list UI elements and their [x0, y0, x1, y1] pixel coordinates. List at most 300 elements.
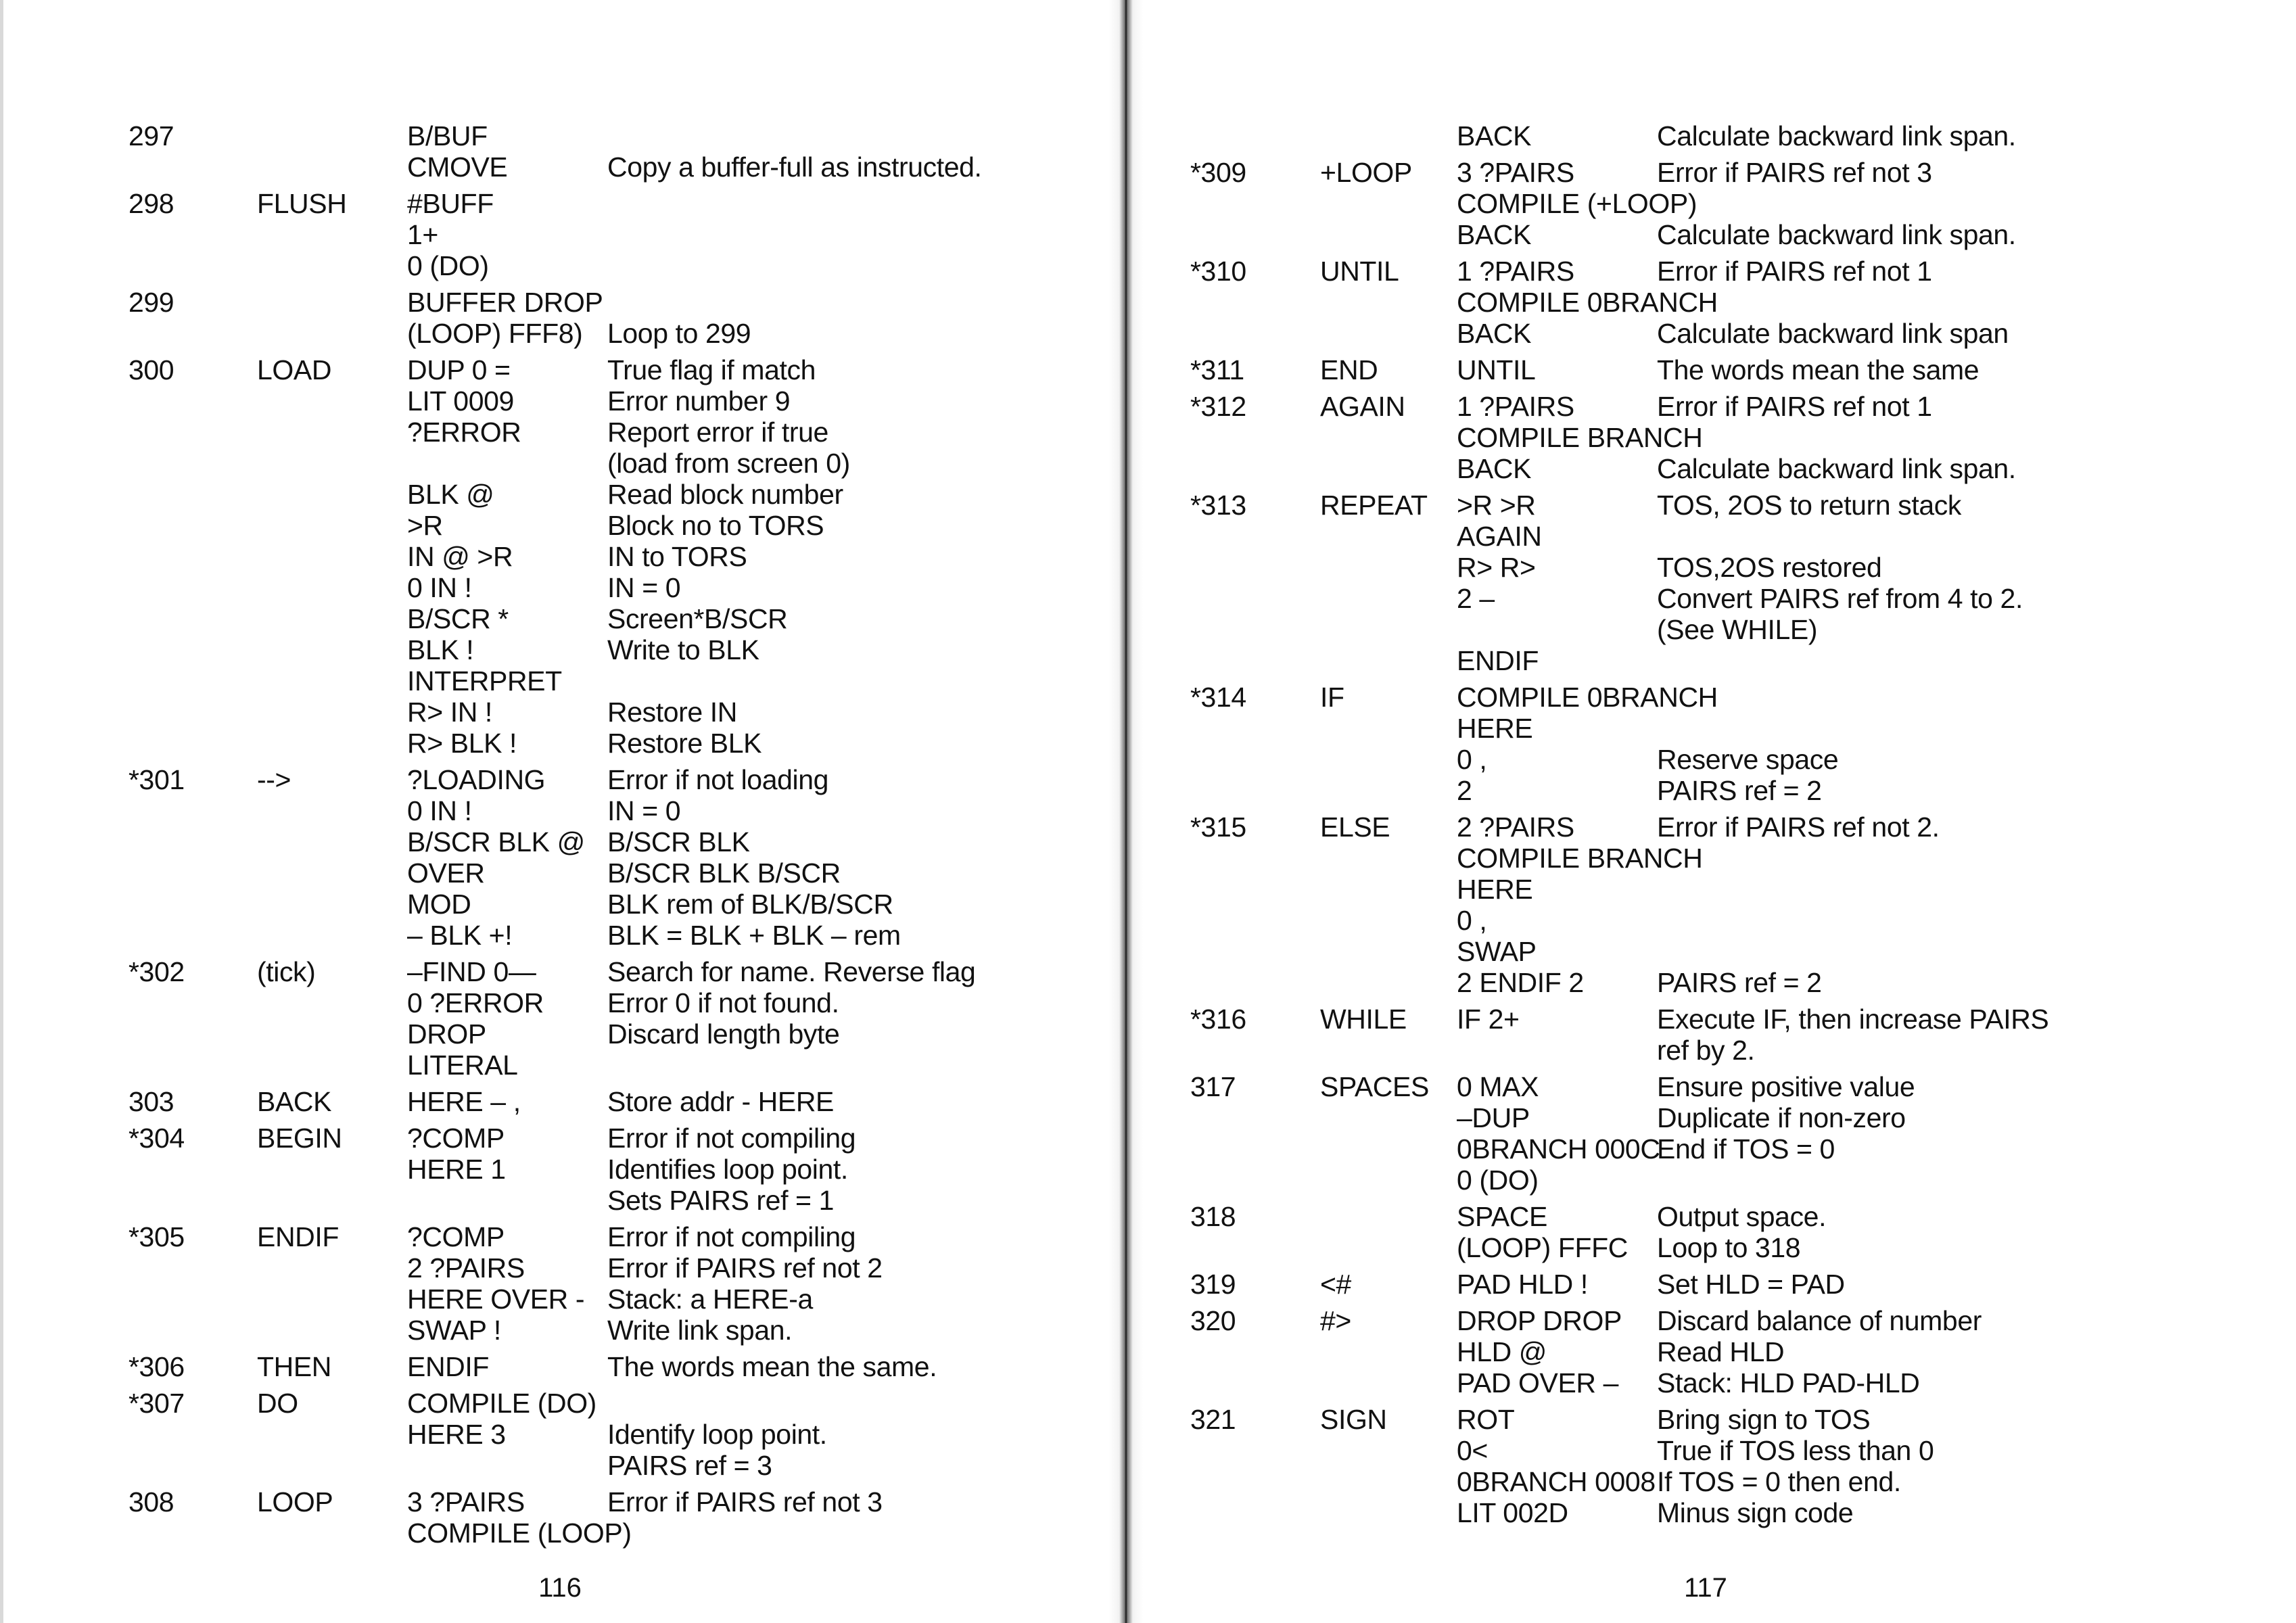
code-word: INTERPRET	[407, 665, 562, 697]
word-number: 298	[128, 188, 174, 219]
word-name	[257, 1419, 407, 1450]
code-word	[407, 448, 607, 479]
listing-row	[1190, 843, 2296, 874]
listing-row	[1190, 552, 2296, 583]
word-number	[128, 603, 257, 634]
word-number	[128, 479, 257, 510]
comment-text: Error if PAIRS ref not 2.	[1657, 812, 1940, 843]
code-word: 2 ?PAIRS	[407, 1252, 525, 1284]
listing-row	[128, 764, 1109, 795]
listing-row	[1190, 1404, 2296, 1435]
listing-row	[128, 1284, 1109, 1315]
code-word: 0BRANCH 0008	[1457, 1466, 1656, 1497]
listing-row	[128, 1154, 1109, 1185]
word-number	[1190, 583, 1320, 614]
word-number	[1190, 422, 1320, 453]
code-word: PAD OVER –	[1457, 1367, 1619, 1398]
code-word: 0 (DO)	[407, 250, 489, 281]
code-word: – BLK +!	[407, 920, 513, 951]
comment-text: B/SCR BLK B/SCR	[607, 857, 841, 889]
code-word: COMPILE 0BRANCH	[1457, 287, 1718, 318]
listing-row	[128, 1388, 1109, 1419]
word-name: (tick)	[257, 956, 316, 987]
word-number	[1190, 219, 1320, 250]
word-name	[257, 151, 407, 183]
word-number	[128, 826, 257, 857]
word-name	[1320, 287, 1457, 318]
word-name	[257, 250, 407, 281]
code-word: BLK !	[407, 634, 474, 665]
comment-text: Calculate backward link span	[1657, 318, 2009, 349]
comment-text	[607, 1388, 1109, 1419]
code-word: BACK	[1457, 453, 1532, 484]
code-word: (LOOP) FFFC	[1457, 1232, 1628, 1263]
comment-text: Output space.	[1657, 1201, 1827, 1232]
word-name	[1320, 422, 1457, 453]
word-number	[128, 857, 257, 889]
word-number	[1190, 1497, 1320, 1528]
word-number	[1190, 188, 1320, 219]
word-name	[257, 287, 407, 318]
listing-row	[128, 1123, 1109, 1154]
word-number	[128, 250, 257, 281]
listing-row	[1190, 1232, 2296, 1263]
code-word: –DUP	[1457, 1102, 1530, 1133]
comment-text	[1657, 287, 2296, 318]
word-number	[128, 572, 257, 603]
code-word: HLD @	[1457, 1336, 1547, 1367]
comment-text: Restore IN	[607, 697, 737, 728]
comment-text: Discard length byte	[607, 1018, 840, 1050]
comment-text	[1657, 713, 2296, 744]
comment-text: BLK = BLK + BLK – rem	[607, 920, 901, 951]
word-name	[257, 889, 407, 920]
listing-row	[128, 1018, 1109, 1050]
code-word: AGAIN	[1457, 521, 1542, 552]
comment-text: If TOS = 0 then end.	[1657, 1466, 1901, 1497]
code-word: >R >R	[1457, 490, 1536, 521]
word-name	[1320, 1232, 1457, 1263]
code-word: HERE – ,	[407, 1086, 521, 1117]
listing-row	[128, 665, 1109, 697]
comment-text: Error if PAIRS ref not 3	[1657, 157, 1932, 188]
listing-row	[1190, 188, 2296, 219]
right-page	[1150, 0, 2296, 1623]
code-word: LIT 002D	[1457, 1497, 1568, 1528]
code-word: DUP 0 =	[407, 354, 511, 385]
word-number	[128, 151, 257, 183]
comment-text: Discard balance of number	[1657, 1305, 1982, 1336]
word-number	[1190, 1102, 1320, 1133]
comment-text: Calculate backward link span.	[1657, 120, 2016, 151]
word-name	[257, 1450, 407, 1481]
comment-text: True flag if match	[607, 354, 816, 385]
comment-text: IN = 0	[607, 572, 681, 603]
page-number-left: 116	[538, 1573, 582, 1603]
listing-row	[128, 354, 1109, 385]
comment-text	[1657, 188, 2296, 219]
code-word: ENDIF	[1457, 645, 1539, 676]
word-number	[128, 1050, 257, 1081]
comment-text: Error if PAIRS ref not 2	[607, 1252, 883, 1284]
listing-row	[128, 120, 1109, 151]
word-number	[1190, 552, 1320, 583]
code-word: COMPILE (DO)	[407, 1388, 596, 1419]
word-name	[257, 1284, 407, 1315]
listing-row	[128, 795, 1109, 826]
word-name: IF	[1320, 682, 1344, 713]
word-name: AGAIN	[1320, 391, 1405, 422]
word-name: SIGN	[1320, 1404, 1387, 1435]
word-number	[128, 1450, 257, 1481]
word-number: 317	[1190, 1071, 1236, 1102]
listing-row	[128, 510, 1109, 541]
comment-text: Stack: HLD PAD-HLD	[1657, 1367, 1920, 1398]
word-number	[128, 889, 257, 920]
code-word: COMPILE BRANCH	[1457, 422, 1703, 453]
comment-text	[1657, 874, 2296, 905]
comment-text	[1657, 682, 2296, 713]
word-number	[128, 417, 257, 448]
word-name	[1320, 1367, 1457, 1398]
comment-text: Sets PAIRS ref = 1	[607, 1185, 834, 1216]
code-word: IN @ >R	[407, 541, 513, 572]
word-number	[1190, 521, 1320, 552]
word-number	[1190, 713, 1320, 744]
word-name: DO	[257, 1388, 298, 1419]
listing-row	[1190, 713, 2296, 744]
word-number	[1190, 318, 1320, 349]
listing-row	[128, 1315, 1109, 1346]
left-listing	[128, 120, 1109, 1549]
word-number	[128, 1185, 257, 1216]
code-word: ROT	[1457, 1404, 1515, 1435]
word-name: +LOOP	[1320, 157, 1412, 188]
word-number	[128, 920, 257, 951]
listing-row	[128, 1450, 1109, 1481]
word-number	[1190, 936, 1320, 967]
listing-row	[1190, 682, 2296, 713]
comment-text: Duplicate if non-zero	[1657, 1102, 1906, 1133]
word-name: LOOP	[257, 1486, 333, 1518]
listing-row	[1190, 874, 2296, 905]
word-name	[1320, 1035, 1457, 1066]
word-name	[257, 1185, 407, 1216]
comment-text: Minus sign code	[1657, 1497, 1854, 1528]
comment-text	[607, 287, 1109, 318]
listing-row	[128, 287, 1109, 318]
listing-row	[1190, 1305, 2296, 1336]
word-number	[128, 634, 257, 665]
word-number: *309	[1190, 157, 1246, 188]
word-number: *307	[128, 1388, 185, 1419]
word-number	[1190, 120, 1320, 151]
listing-row	[1190, 1367, 2296, 1398]
comment-text: (See WHILE)	[1657, 614, 1818, 645]
listing-row	[128, 1221, 1109, 1252]
word-name	[1320, 967, 1457, 998]
listing-row	[1190, 120, 2296, 151]
listing-row	[1190, 1497, 2296, 1528]
word-number	[128, 385, 257, 417]
comment-text: Loop to 299	[607, 318, 751, 349]
word-name	[257, 318, 407, 349]
comment-text: Search for name. Reverse flag	[607, 956, 976, 987]
word-name: END	[1320, 354, 1378, 385]
word-number	[128, 697, 257, 728]
word-name	[1320, 905, 1457, 936]
word-name	[1320, 936, 1457, 967]
word-name	[257, 448, 407, 479]
word-name	[257, 603, 407, 634]
listing-row	[128, 448, 1109, 479]
comment-text: Error 0 if not found.	[607, 987, 839, 1018]
comment-text: Set HLD = PAD	[1657, 1269, 1845, 1300]
listing-row	[128, 826, 1109, 857]
listing-row	[128, 572, 1109, 603]
word-number: *313	[1190, 490, 1246, 521]
comment-text: Copy a buffer-full as instructed.	[607, 151, 982, 183]
comment-text: Identify loop point.	[607, 1419, 827, 1450]
word-number: 308	[128, 1486, 174, 1518]
code-word: COMPILE BRANCH	[1457, 843, 1703, 874]
listing-row	[128, 151, 1109, 183]
comment-text: Calculate backward link span.	[1657, 219, 2016, 250]
word-number: 320	[1190, 1305, 1236, 1336]
comment-text: Error if PAIRS ref not 1	[1657, 391, 1932, 422]
listing-row	[128, 1185, 1109, 1216]
listing-row	[1190, 318, 2296, 349]
code-word: PAD HLD !	[1457, 1269, 1588, 1300]
word-name	[257, 120, 407, 151]
word-name	[257, 1154, 407, 1185]
word-name	[257, 920, 407, 951]
word-number	[128, 795, 257, 826]
comment-text: Convert PAIRS ref from 4 to 2.	[1657, 583, 2023, 614]
word-number: *301	[128, 764, 185, 795]
listing-row	[1190, 391, 2296, 422]
word-name	[1320, 874, 1457, 905]
code-word: 0 IN !	[407, 572, 472, 603]
code-word: OVER	[407, 857, 485, 889]
listing-row	[1190, 422, 2296, 453]
word-name	[1320, 521, 1457, 552]
comment-text: Read block number	[607, 479, 843, 510]
code-word: UNTIL	[1457, 354, 1536, 385]
comment-text: PAIRS ref = 2	[1657, 775, 1822, 806]
comment-text: ref by 2.	[1657, 1035, 1755, 1066]
word-name	[257, 857, 407, 889]
word-number	[1190, 1133, 1320, 1165]
word-number	[1190, 645, 1320, 676]
comment-text	[1657, 905, 2296, 936]
comment-text: Error if PAIRS ref not 3	[607, 1486, 883, 1518]
word-number	[1190, 1336, 1320, 1367]
word-number	[1190, 1466, 1320, 1497]
listing-row	[1190, 905, 2296, 936]
word-name	[1320, 1133, 1457, 1165]
left-page	[0, 0, 1109, 1623]
code-word: B/SCR BLK @	[407, 826, 585, 857]
word-name	[257, 1315, 407, 1346]
code-word: 1 ?PAIRS	[1457, 391, 1574, 422]
word-name	[257, 634, 407, 665]
comment-text	[1657, 843, 2296, 874]
listing-row	[1190, 967, 2296, 998]
word-name	[1320, 1466, 1457, 1497]
comment-text: BLK rem of BLK/B/SCR	[607, 889, 893, 920]
comment-text: Restore BLK	[607, 728, 762, 759]
code-word: ?COMP	[407, 1221, 505, 1252]
word-number	[128, 665, 257, 697]
word-number	[128, 1284, 257, 1315]
word-name	[1320, 843, 1457, 874]
word-number	[1190, 744, 1320, 775]
listing-row	[128, 1486, 1109, 1518]
comment-text: IN = 0	[607, 795, 681, 826]
comment-text	[607, 219, 1109, 250]
right-listing	[1190, 120, 2296, 1528]
comment-text: Screen*B/SCR	[607, 603, 788, 634]
code-word: COMPILE (LOOP)	[407, 1518, 632, 1549]
listing-row	[1190, 490, 2296, 521]
listing-row	[128, 219, 1109, 250]
listing-row	[1190, 453, 2296, 484]
word-name	[1320, 1497, 1457, 1528]
word-name: FLUSH	[257, 188, 347, 219]
book-spine	[1109, 0, 1143, 1623]
word-number: *302	[128, 956, 185, 987]
comment-text: Store addr - HERE	[607, 1086, 834, 1117]
word-name: <#	[1320, 1269, 1351, 1300]
word-name	[257, 1518, 407, 1549]
word-number: *305	[128, 1221, 185, 1252]
word-number	[1190, 843, 1320, 874]
comment-text	[607, 1518, 1109, 1549]
comment-text: Bring sign to TOS	[1657, 1404, 1871, 1435]
listing-row	[128, 697, 1109, 728]
word-number	[128, 219, 257, 250]
word-name: SPACES	[1320, 1071, 1429, 1102]
word-name	[1320, 645, 1457, 676]
word-number: *306	[128, 1351, 185, 1382]
word-number	[1190, 614, 1320, 645]
code-word	[1457, 614, 1657, 645]
listing-row	[1190, 1165, 2296, 1196]
word-name: THEN	[257, 1351, 332, 1382]
word-name	[257, 417, 407, 448]
word-number	[1190, 874, 1320, 905]
code-word: 2 ENDIF 2	[1457, 967, 1584, 998]
code-word: IF 2+	[1457, 1004, 1520, 1035]
word-name	[257, 1252, 407, 1284]
word-name	[1320, 453, 1457, 484]
code-word: HERE 1	[407, 1154, 506, 1185]
listing-row	[128, 956, 1109, 987]
word-number	[128, 1018, 257, 1050]
listing-row	[128, 417, 1109, 448]
listing-row	[1190, 354, 2296, 385]
word-number	[1190, 1435, 1320, 1466]
comment-text: Loop to 318	[1657, 1232, 1801, 1263]
word-name	[257, 541, 407, 572]
comment-text: Stack: a HERE-a	[607, 1284, 813, 1315]
listing-row	[1190, 1133, 2296, 1165]
code-word: R> IN !	[407, 697, 492, 728]
code-word: MOD	[407, 889, 471, 920]
word-name	[257, 987, 407, 1018]
code-word: 2	[1457, 775, 1472, 806]
word-number: 303	[128, 1086, 174, 1117]
word-name: BACK	[257, 1086, 332, 1117]
code-word	[407, 1185, 607, 1216]
word-name: UNTIL	[1320, 256, 1399, 287]
code-word: COMPILE (+LOOP)	[1457, 188, 1697, 219]
comment-text: Identifies loop point.	[607, 1154, 848, 1185]
word-name	[1320, 775, 1457, 806]
word-number: *314	[1190, 682, 1246, 713]
word-number	[128, 510, 257, 541]
word-name: ENDIF	[257, 1221, 339, 1252]
code-word: SWAP !	[407, 1315, 501, 1346]
word-name	[1320, 744, 1457, 775]
listing-row	[1190, 157, 2296, 188]
comment-text: The words mean the same.	[607, 1351, 937, 1382]
code-word: HERE OVER -	[407, 1284, 585, 1315]
word-name	[257, 572, 407, 603]
word-name	[1320, 583, 1457, 614]
word-number: 297	[128, 120, 174, 151]
comment-text	[1657, 422, 2296, 453]
listing-row	[1190, 256, 2296, 287]
listing-row	[1190, 775, 2296, 806]
word-name	[257, 728, 407, 759]
code-word: 2 –	[1457, 583, 1495, 614]
word-number	[128, 1315, 257, 1346]
code-word: 0<	[1457, 1435, 1488, 1466]
listing-row	[128, 857, 1109, 889]
code-word: >R	[407, 510, 443, 541]
word-number	[128, 1154, 257, 1185]
listing-row	[1190, 1035, 2296, 1066]
listing-row	[1190, 1004, 2296, 1035]
listing-row	[128, 1050, 1109, 1081]
word-name	[257, 385, 407, 417]
word-name	[1320, 1165, 1457, 1196]
listing-row	[128, 728, 1109, 759]
word-number	[128, 987, 257, 1018]
code-word: 3 ?PAIRS	[407, 1486, 525, 1518]
listing-row	[128, 1252, 1109, 1284]
code-word: 0 ?ERROR	[407, 987, 544, 1018]
comment-text: B/SCR BLK	[607, 826, 750, 857]
comment-text: Report error if true	[607, 417, 828, 448]
comment-text: (load from screen 0)	[607, 448, 850, 479]
word-name	[257, 665, 407, 697]
code-word: BLK @	[407, 479, 494, 510]
page-number-right: 117	[1684, 1573, 1727, 1603]
word-number	[1190, 905, 1320, 936]
word-number: 321	[1190, 1404, 1236, 1435]
comment-text	[607, 1050, 1109, 1081]
comment-text: Error if not loading	[607, 764, 829, 795]
code-word: ?LOADING	[407, 764, 546, 795]
code-word: HERE 3	[407, 1419, 506, 1450]
code-word: 0 MAX	[1457, 1071, 1539, 1102]
comment-text: Block no to TORS	[607, 510, 824, 541]
word-name: LOAD	[257, 354, 332, 385]
word-name	[1320, 318, 1457, 349]
